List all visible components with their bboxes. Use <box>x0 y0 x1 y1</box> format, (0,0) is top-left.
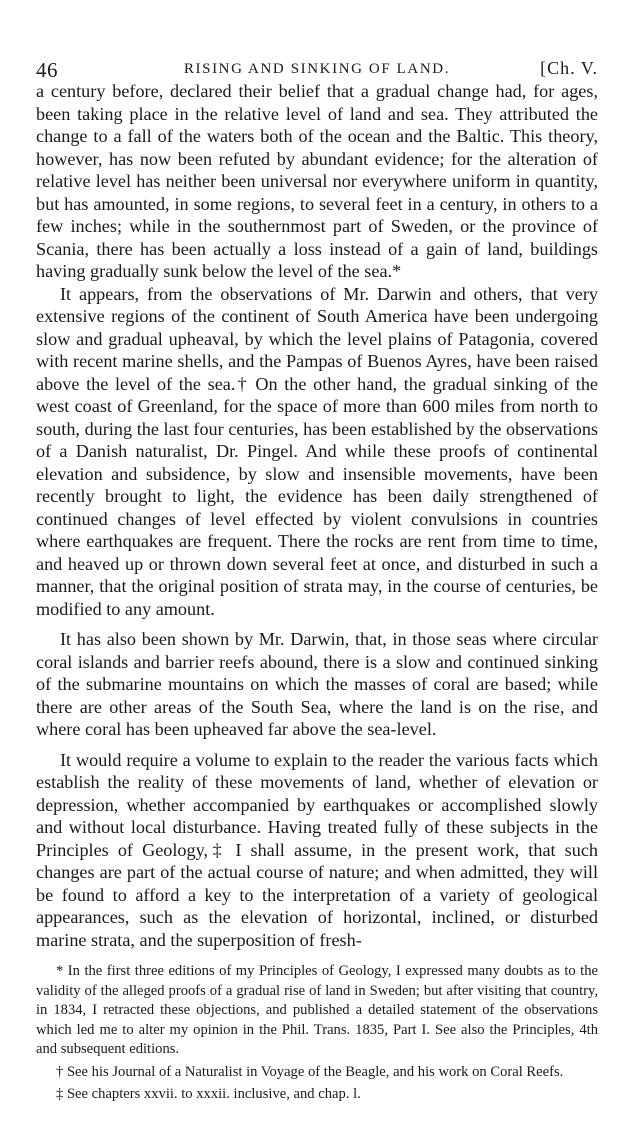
footnotes <box>36 962 598 1105</box>
footnote-star: * In the first three editions of my Principles of Geology, I expressed many doubts as to the validity of the alleged proofs of a gradual rise of land in Sweden; but after visiting that country, in 1834, I retracted these objections, and published a detailed statement of the observations which led me to alter my opinion in the Phil. Trans. 1835, Part I. See also the Principles, 4th and subsequent editions. <box>36 963 598 1057</box>
main-text <box>36 80 598 951</box>
paragraph-continued: a century before, declared their belief that a gradual change had, for ages, been taking place in the relative level of land and sea. They attributed the change to a fall of the waters both of the ocean and the Baltic. This theory, however, has now been refuted by abundant evidence; for the alteration of relative level has neither been universal nor everywhere uniform in quantity, but has amounted, in some regions, to several feet in a century, in others to a few inches; while in the southernmost part of Sweden, or the province of Scania, there has been actually a loss instead of a gain of land, buildings having gradually sunk below the level of the sea.* <box>36 81 598 281</box>
paragraph-movements: It would require a volume to explain to the reader the various facts which establish the reality of these movements of land, whether of elevation or depression, whether accompanied by earthquakes or accomplished slowly and without local disturbance. Having treated fully of these subjects in the Principles of Geology,‡ I shall assume, in the present work, that such changes are part of the actual course of nature; and when admitted, they will be found to afford a key to the interpretation of a variety of geological appearances, such as the elevation of horizontal, inclined, or disturbed marine strata, and the superposition of fresh- <box>36 749 598 950</box>
chapter-reference: [Ch. V. <box>540 58 598 78</box>
paragraph-coral: It has also been shown by Mr. Darwin, that, in those seas where circular coral islands and barrier reefs abound, there is a slow and continued sinking of the submarine mountains on which the masses of coral are based; while there are other areas of the South Sea, where the land is on the rise, and where coral has been upheaved far above the sea-level. <box>36 629 598 739</box>
page-header <box>36 58 598 82</box>
footnote-double-dagger: ‡ See chapters xxvii. to xxxii. inclusive, and chap. l. <box>56 1086 361 1102</box>
page-number: 46 <box>36 58 58 82</box>
paragraph-upheaval: It appears, from the observations of Mr. Darwin and others, that very extensive regions of the continent of South America have been undergoing slow and gradual upheaval, by which the level plains of Patagonia, covered with recent marine shells, and the Pampas of Buenos Ayres, have been raised above the level of the sea.† On the other hand, the gradual sinking of the west coast of Greenland, for the space of more than 600 miles from north to south, during the last four centuries, has been established by the observations of a Danish naturalist, Dr. Pingel. And while these proofs of continental elevation and subsidence, by slow and insensible movements, have been recently brought to light, the evidence has been daily strengthened of continued changes of level effected by violent convulsions in countries where earthquakes are frequent. There the rocks are rent from time to time, and heaved up or thrown down several feet at once, and disturbed in such a manner, that the original position of strata may, in the course of centuries, be modified to any amount. <box>36 283 598 619</box>
running-title: RISING AND SINKING OF LAND. <box>183 61 451 77</box>
footnote-dagger: † See his Journal of a Naturalist in Voyage of the Beagle, and his work on Coral Reefs. <box>56 1063 564 1080</box>
